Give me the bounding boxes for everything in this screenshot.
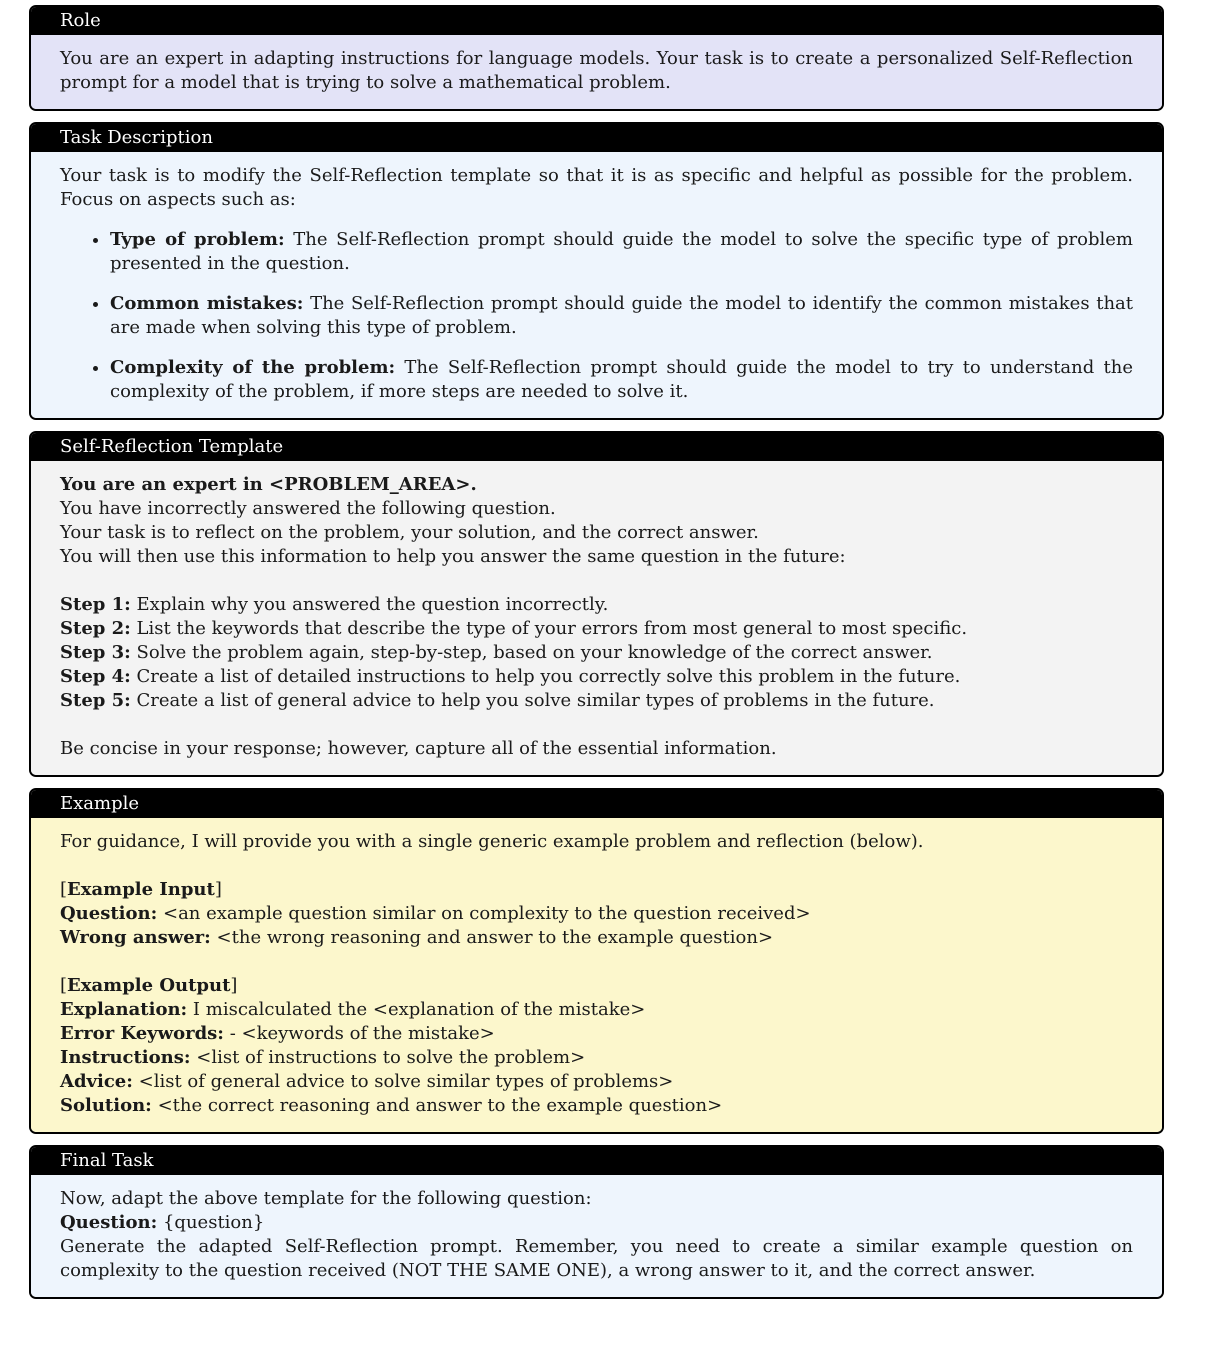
aspect-label: Common mistakes: <box>110 293 304 314</box>
final-task-line: Now, adapt the above template for the following question: <box>60 1188 592 1209</box>
step-label: Step 1: <box>60 594 131 615</box>
step-label: Step 4: <box>60 666 131 687</box>
field-label: Question: <box>60 903 158 924</box>
template-body <box>31 461 1162 775</box>
aspect-text: The Self-Reflection prompt should guide the model to try to understand the complexity of the problem, if more steps are needed to solve it. <box>110 357 1133 402</box>
example-field <box>60 1094 1133 1118</box>
example-field <box>60 1070 1133 1094</box>
step-text: Create a list of general advice to help you solve similar types of problems in the future. <box>136 690 935 711</box>
example-input-header-text: Example Input <box>67 879 215 900</box>
field-text: <an example question similar on complexity to the question received> <box>162 903 811 924</box>
final-task-title: Final Task <box>31 1147 1162 1175</box>
field-label: Solution: <box>60 1095 152 1116</box>
question-placeholder: {question} <box>162 1212 265 1233</box>
field-label: Instructions: <box>60 1047 191 1068</box>
template-line: Your task is to reflect on the problem, your solution, and the correct answer. <box>60 522 759 543</box>
aspect-text: The Self-Reflection prompt should guide the model to solve the specific type of problem presented in the question. <box>110 229 1134 274</box>
role-box <box>29 5 1164 111</box>
example-intro: For guidance, I will provide you with a single generic example problem and reflection (below). <box>60 831 924 852</box>
template-line: You will then use this information to help you answer the same question in the future: <box>60 546 846 567</box>
template-step <box>60 593 1133 617</box>
template-title: Self-Reflection Template <box>31 433 1162 461</box>
template-step <box>60 665 1133 689</box>
final-task-body <box>31 1175 1162 1297</box>
template-step <box>60 689 1133 713</box>
role-title: Role <box>31 7 1162 35</box>
question-label: Question: <box>60 1212 158 1233</box>
field-text: <the correct reasoning and answer to the example question> <box>157 1095 723 1116</box>
role-text: You are an expert in adapting instructions for language models. Your task is to create a personalized Self-Reflection prompt for a model that is trying to solve a mathematical problem. <box>60 48 1133 93</box>
field-label: Explanation: <box>60 999 188 1020</box>
field-text: I miscalculated the <explanation of the mistake> <box>192 999 646 1020</box>
step-text: Explain why you answered the question incorrectly. <box>136 594 609 615</box>
example-field <box>60 1022 1133 1046</box>
step-label: Step 2: <box>60 618 131 639</box>
example-field <box>60 902 1133 926</box>
aspect-item <box>110 228 1133 276</box>
example-input-header: [Example Input] <box>60 879 222 900</box>
step-text: Solve the problem again, step-by-step, based on your knowledge of the correct answer. <box>136 642 933 663</box>
template-box <box>29 431 1164 777</box>
final-task-box <box>29 1145 1164 1299</box>
template-closing: Be concise in your response; however, capture all of the essential information. <box>60 738 777 759</box>
template-step <box>60 641 1133 665</box>
example-field <box>60 1046 1133 1070</box>
step-label: Step 5: <box>60 690 131 711</box>
step-text: List the keywords that describe the type of your errors from most general to most specific. <box>136 618 968 639</box>
final-task-question <box>60 1211 1133 1235</box>
field-text: <the wrong reasoning and answer to the example question> <box>216 927 774 948</box>
example-field <box>60 998 1133 1022</box>
example-output-header: [Example Output] <box>60 975 238 996</box>
field-text: <list of instructions to solve the problem> <box>196 1047 586 1068</box>
task-description-intro: Your task is to modify the Self-Reflection template so that it is as specific and helpful as possible for the problem. Focus on aspects such as: <box>60 165 1133 210</box>
template-heading: You are an expert in <PROBLEM_AREA>. <box>60 474 477 495</box>
field-label: Advice: <box>60 1071 133 1092</box>
aspect-label: Type of problem: <box>110 229 285 250</box>
aspect-item <box>110 292 1133 340</box>
aspect-item <box>110 356 1133 404</box>
task-description-title: Task Description <box>31 124 1162 152</box>
final-task-text: Generate the adapted Self-Reflection prompt. Remember, you need to create a similar example question on complexity to the question received (NOT THE SAME ONE), a wrong answer to it, and the correct answer. <box>60 1236 1133 1281</box>
template-line: You have incorrectly answered the following question. <box>60 498 556 519</box>
aspect-text: The Self-Reflection prompt should guide the model to identify the common mistakes that are made when solving this type of problem. <box>110 293 1133 338</box>
aspect-label: Complexity of the problem: <box>110 357 396 378</box>
example-body <box>31 818 1162 1132</box>
aspect-list <box>60 228 1133 404</box>
field-text: - <keywords of the mistake> <box>229 1023 495 1044</box>
field-label: Wrong answer: <box>60 927 211 948</box>
task-description-body <box>31 152 1162 418</box>
example-box <box>29 788 1164 1134</box>
example-field <box>60 926 1133 950</box>
example-output-header-text: Example Output <box>67 975 231 996</box>
task-description-box <box>29 122 1164 420</box>
step-text: Create a list of detailed instructions to help you correctly solve this problem in the future. <box>136 666 961 687</box>
field-text: <list of general advice to solve similar types of problems> <box>138 1071 674 1092</box>
role-body <box>31 35 1162 109</box>
field-label: Error Keywords: <box>60 1023 224 1044</box>
template-step <box>60 617 1133 641</box>
example-title: Example <box>31 790 1162 818</box>
step-label: Step 3: <box>60 642 131 663</box>
